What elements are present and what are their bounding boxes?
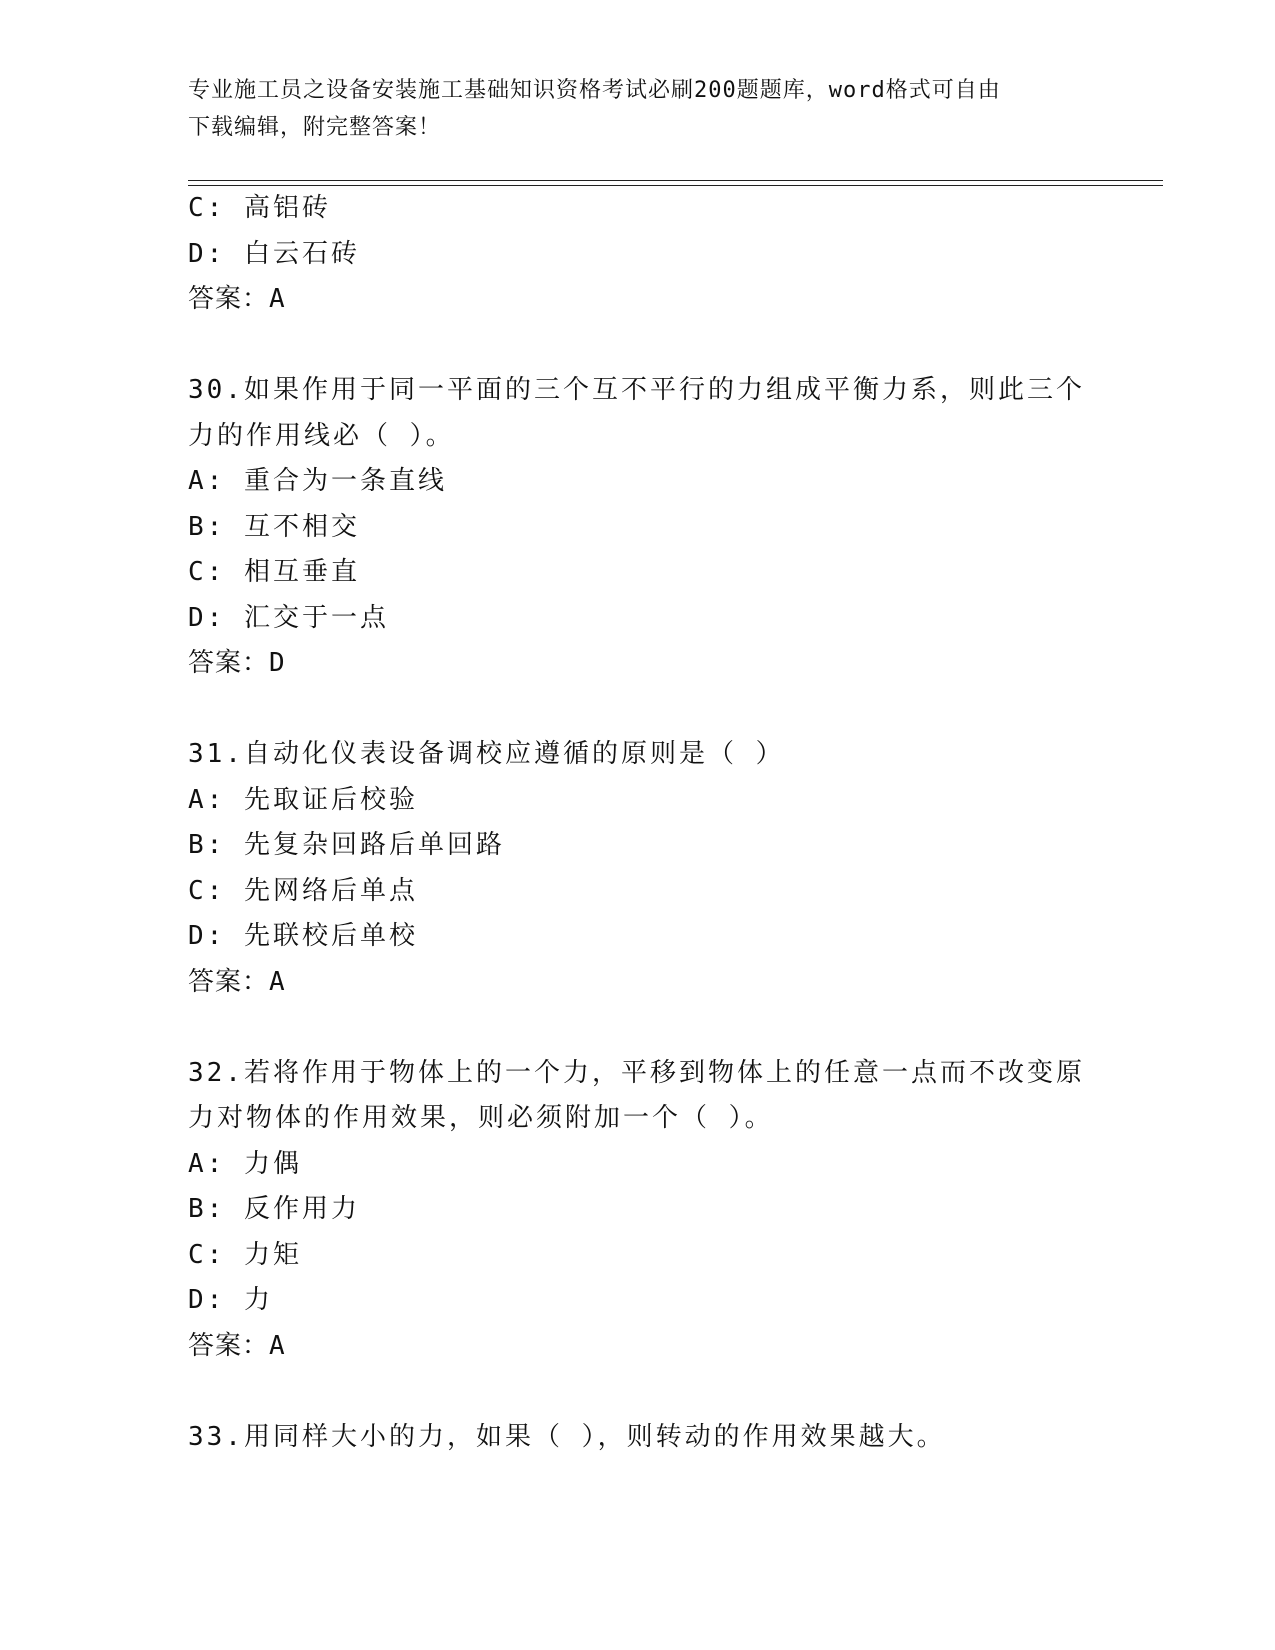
answer-value: A (269, 1330, 286, 1361)
question-stem: 33.用同样大小的力，如果（ ），则转动的作用效果越大。 (188, 1421, 946, 1452)
answer-line (188, 960, 1088, 1006)
answer-line (188, 641, 1088, 687)
header-line-1: 专业施工员之设备安装施工基础知识资格考试必刷200题题库，word格式可自由 (188, 78, 1001, 103)
header-divider-top (188, 180, 1163, 181)
option-c: C: 高铝砖 (188, 193, 331, 223)
answer-label: 答案： (188, 284, 270, 314)
option-b: B: 反作用力 (188, 1194, 360, 1224)
question-29-tail (188, 186, 1088, 323)
answer-value: D (269, 648, 286, 678)
answer-label: 答案： (188, 966, 270, 997)
option-c: C: 力矩 (188, 1239, 302, 1270)
option-c: C: 先网络后单点 (188, 875, 418, 906)
answer-value: A (269, 966, 286, 997)
answer-value: A (269, 284, 286, 314)
option-b: B: 互不相交 (188, 511, 360, 542)
question-33 (188, 1415, 1088, 1461)
option-d: D: 白云石砖 (188, 238, 360, 269)
header-line-2: 下载编辑，附完整答案！ (188, 115, 442, 140)
question-stem: 32.若将作用于物体上的一个力，平移到物体上的任意一点而不改变原 (188, 1057, 1085, 1088)
question-list (188, 186, 1088, 1460)
question-31 (188, 732, 1088, 1005)
question-stem: 30.如果作用于同一平面的三个互不平行的力组成平衡力系，则此三个 (188, 375, 1085, 405)
question-stem-cont: 力的作用线必（ ）。 (188, 420, 455, 451)
answer-label: 答案： (188, 1330, 270, 1361)
option-d: D: 先联校后单校 (188, 921, 418, 951)
question-stem: 31.自动化仪表设备调校应遵循的原则是（ ） (188, 739, 785, 769)
answer-label: 答案： (188, 648, 270, 678)
question-32 (188, 1051, 1088, 1370)
option-c: C: 相互垂直 (188, 557, 360, 587)
answer-line (188, 1324, 1088, 1370)
option-d: D: 汇交于一点 (188, 602, 389, 633)
question-stem-cont: 力对物体的作用效果，则必须附加一个（ ）。 (188, 1103, 774, 1133)
question-30 (188, 368, 1088, 687)
option-a: A: 先取证后校验 (188, 784, 418, 815)
answer-line (188, 277, 1088, 323)
option-d: D: 力 (188, 1285, 273, 1315)
option-b: B: 先复杂回路后单回路 (188, 830, 505, 860)
option-a: A: 力偶 (188, 1148, 302, 1179)
option-a: A: 重合为一条直线 (188, 466, 447, 496)
document-header (188, 72, 1088, 146)
